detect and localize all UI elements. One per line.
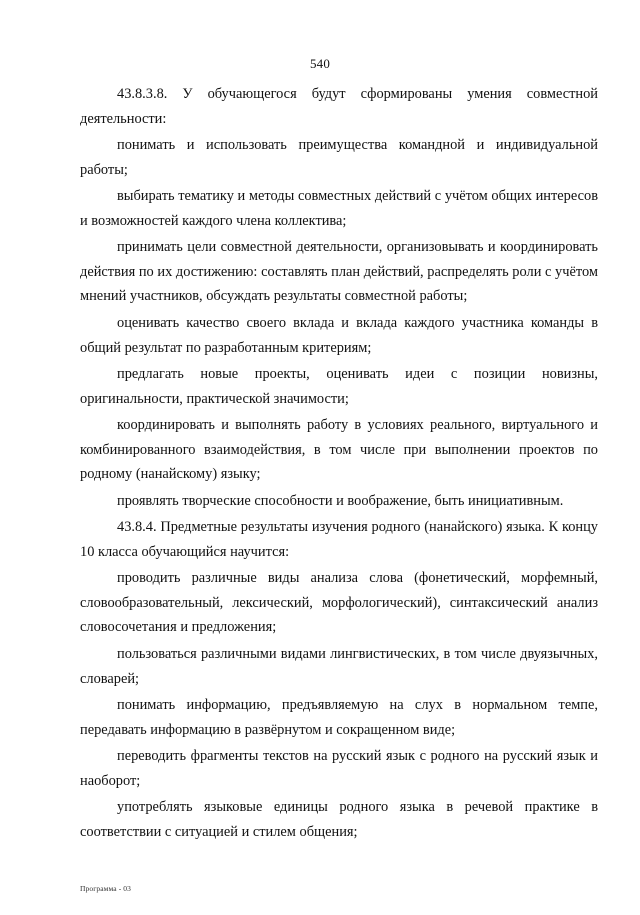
paragraph-item: проводить различные виды анализа слова (фонетический, морфемный, словообразовательный, лексический, морфологический), синтаксический анализ словосочетания и предложения;	[80, 570, 598, 636]
paragraph-item: понимать информацию, предъявляемую на слух в нормальном темпе, передавать информацию в развёрнутом и сокращенном виде;	[80, 697, 598, 738]
paragraph-item: принимать цели совместной деятельности, организовывать и координировать действия по их достижению: составлять план действий, распределять роли с учётом мнений участников, обсуждать результаты совместной работы;	[80, 239, 598, 305]
paragraph-item: употреблять языковые единицы родного языка в речевой практике в соответствии с ситуацией и стилем общения;	[80, 799, 598, 840]
paragraph-item: понимать и использовать преимущества командной и индивидуальной работы;	[80, 137, 598, 178]
paragraph-item: координировать и выполнять работу в условиях реального, виртуального и комбинированного взаимодействия, в том числе при выполнении проектов по родному (нанайскому) языку;	[80, 417, 598, 483]
document-body	[80, 82, 598, 846]
paragraph-item: переводить фрагменты текстов на русский язык с родного на русский язык и наоборот;	[80, 748, 598, 789]
paragraph-item: проявлять творческие способности и воображение, быть инициативным.	[117, 492, 564, 509]
page-number: 540	[309, 56, 331, 71]
paragraph-section-heading-43-8-4: 43.8.4. Предметные результаты изучения родного (нанайского) языка. К концу 10 класса обучающийся научится:	[80, 519, 598, 560]
paragraph-item: предлагать новые проекты, оценивать идеи с позиции новизны, оригинальности, практической значимости;	[80, 365, 598, 407]
paragraph-item: оценивать качество своего вклада и вклада каждого участника команды в общий результат по разработанным критериям;	[80, 314, 598, 356]
page-footer: Программа - 03	[80, 884, 131, 893]
paragraph-item: пользоваться различными видами лингвистических, в том числе двуязычных, словарей;	[80, 645, 598, 687]
paragraph-section-heading-43-8-3-8: 43.8.3.8. У обучающегося будут сформированы умения совместной деятельности:	[80, 86, 598, 127]
paragraph-item: выбирать тематику и методы совместных действий с учётом общих интересов и возможностей каждого члена коллектива;	[80, 188, 598, 229]
